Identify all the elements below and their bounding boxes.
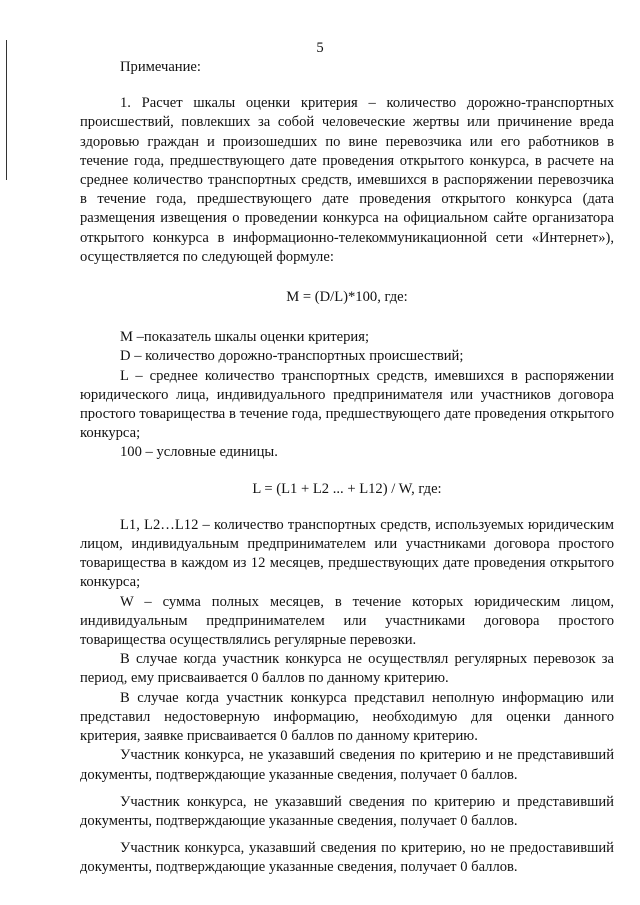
definition-w: W – сумма полных месяцев, в течение которых юридическим лицом, индивидуальным предпринимателем или участниками договора простого товарищества осуществлялись регулярные перевозки. bbox=[80, 593, 614, 649]
rule-no-info-no-docs: Участник конкурса, не указавший сведения по критерию и не представивший документы, подтверждающие указанные сведения, получает 0 баллов. bbox=[80, 747, 614, 783]
definition-100: 100 – условные единицы. bbox=[120, 444, 278, 461]
document-body bbox=[80, 58, 614, 878]
paragraph-calculation: 1. Расчет шкалы оценки критерия – количество дорожно-транспортных происшествий, повлекших за собой человеческие жертвы или причинение вреда здоровью граждан и произошедших по вине перевозчика или его работников в течение года, предшествующего дате проведения открытого конкурса, в расчете на среднее количество транспортных средств, имевшихся в распоряжении перевозчика в течение года, предшествующего дате проведения открытого конкурса (дата размещения извещения о проведении конкурса на официальном сайте организатора открытого конкурса в информационно-телекоммуникационной сети «Интернет»), осуществляется по следующей формуле: bbox=[80, 95, 614, 265]
rule-info-no-docs: Участник конкурса, указавший сведения по критерию, но не предоставивший документы, подтверждающие указанные сведения, получает 0 баллов. bbox=[80, 840, 614, 876]
margin-line bbox=[6, 40, 7, 180]
definition-d: D – количество дорожно-транспортных происшествий; bbox=[120, 348, 464, 365]
note-title: Примечание: bbox=[120, 59, 201, 75]
page-number: 5 bbox=[316, 40, 324, 56]
rule-no-info-with-docs: Участник конкурса, не указавший сведения по критерию и представивший документы, подтверждающие указанные сведения, получает 0 баллов. bbox=[80, 793, 614, 829]
definition-l1-l12: L1, L2…L12 – количество транспортных средств, используемых юридическим лицом, индивидуальным предпринимателем или участниками договора простого товарищества в каждом из 12 месяцев, предшествующих дате проведения открытого конкурса; bbox=[80, 516, 614, 591]
definition-l: L – среднее количество транспортных средств, имевшихся в распоряжении юридического лица, индивидуального предпринимателя или участников договора простого товарищества в течение года, предшествующего дате проведения открытого конкурса; bbox=[80, 367, 614, 442]
formula-m: M = (D/L)*100, где: bbox=[286, 289, 408, 306]
definition-m: M –показатель шкалы оценки критерия; bbox=[120, 329, 369, 346]
rule-no-transport: В случае когда участник конкурса не осуществлял регулярных перевозок за период, ему присваивается 0 баллов по данному критерию. bbox=[80, 651, 614, 687]
formula-l: L = (L1 + L2 ... + L12) / W, где: bbox=[252, 480, 442, 497]
rule-incomplete-info: В случае когда участник конкурса представил неполную информацию или представил недостоверную информацию, необходимую для оценки данного критерия, заявке присваивается 0 баллов по данному критерию. bbox=[80, 689, 614, 745]
